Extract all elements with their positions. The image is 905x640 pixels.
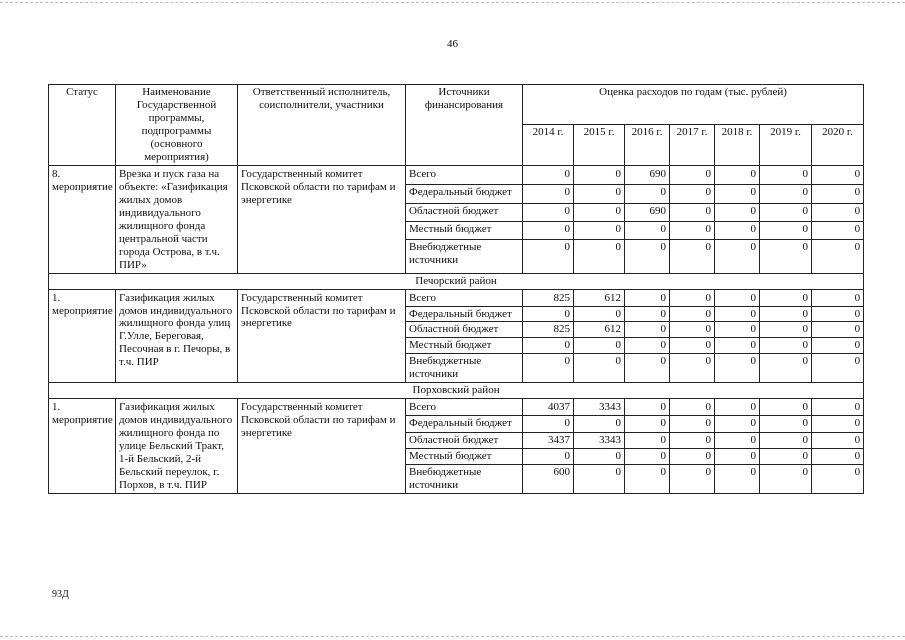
expense-value: 0 bbox=[812, 240, 864, 273]
responsible-executor: Государственный комитет Псковской области по тарифам и энергетике bbox=[238, 399, 406, 494]
district-name: Печорский район bbox=[49, 273, 864, 289]
expense-value: 0 bbox=[760, 416, 812, 432]
expense-value: 0 bbox=[760, 289, 812, 306]
funding-source: Местный бюджет bbox=[406, 221, 523, 239]
expense-value: 0 bbox=[523, 448, 574, 464]
activity-status: 8. мероприятие bbox=[49, 165, 116, 273]
expense-value: 0 bbox=[812, 306, 864, 322]
table-row bbox=[49, 165, 864, 184]
expense-value: 0 bbox=[670, 203, 715, 221]
funding-source: Внебюджетные источники bbox=[406, 240, 523, 273]
expense-value: 0 bbox=[760, 338, 812, 354]
expense-value: 0 bbox=[670, 432, 715, 448]
header-year: 2014 г. bbox=[523, 125, 574, 165]
table-body bbox=[49, 165, 864, 493]
expense-value: 0 bbox=[715, 338, 760, 354]
activity-name: Врезка и пуск газа на объекте: «Газификация жилых домов индивидуального жилищного фонда центральной части города Острова, в т.ч. ПИР» bbox=[116, 165, 238, 273]
expense-value: 0 bbox=[812, 432, 864, 448]
expense-value: 0 bbox=[523, 185, 574, 203]
expense-value: 0 bbox=[760, 448, 812, 464]
funding-source: Областной бюджет bbox=[406, 203, 523, 221]
expense-value: 0 bbox=[574, 221, 625, 239]
expense-value: 0 bbox=[715, 464, 760, 493]
expense-value: 0 bbox=[625, 185, 670, 203]
header-funding-sources: Источники финансирования bbox=[406, 85, 523, 166]
responsible-executor: Государственный комитет Псковской области по тарифам и энергетике bbox=[238, 165, 406, 273]
header-responsible: Ответственный исполнитель, соисполнители, участники bbox=[238, 85, 406, 166]
expense-value: 0 bbox=[574, 185, 625, 203]
expense-value: 0 bbox=[760, 240, 812, 273]
page-number: 46 bbox=[447, 38, 458, 50]
expense-value: 0 bbox=[760, 185, 812, 203]
expense-value: 0 bbox=[715, 448, 760, 464]
expense-value: 3343 bbox=[574, 432, 625, 448]
expense-value: 0 bbox=[670, 185, 715, 203]
expense-value: 0 bbox=[760, 203, 812, 221]
expense-value: 0 bbox=[523, 338, 574, 354]
expense-value: 0 bbox=[625, 306, 670, 322]
header-year: 2017 г. bbox=[670, 125, 715, 165]
expense-value: 0 bbox=[812, 322, 864, 338]
expense-value: 0 bbox=[760, 306, 812, 322]
expense-value: 0 bbox=[625, 399, 670, 416]
expense-value: 0 bbox=[670, 240, 715, 273]
header-year: 2015 г. bbox=[574, 125, 625, 165]
activity-status: 1. мероприятие bbox=[49, 399, 116, 494]
expense-value: 0 bbox=[812, 464, 864, 493]
expense-value: 0 bbox=[715, 289, 760, 306]
expense-value: 0 bbox=[523, 354, 574, 383]
expense-value: 0 bbox=[760, 221, 812, 239]
funding-source: Местный бюджет bbox=[406, 448, 523, 464]
header-program-name: Наименование Государственной программы, подпрограммы (основного мероприятия) bbox=[116, 85, 238, 166]
expense-value: 0 bbox=[523, 240, 574, 273]
expense-value: 0 bbox=[812, 338, 864, 354]
expense-value: 0 bbox=[670, 322, 715, 338]
funding-source: Всего bbox=[406, 165, 523, 184]
expense-value: 0 bbox=[670, 399, 715, 416]
expense-value: 0 bbox=[523, 165, 574, 184]
expense-value: 0 bbox=[670, 354, 715, 383]
expense-value: 0 bbox=[715, 306, 760, 322]
expense-value: 0 bbox=[574, 448, 625, 464]
header-row-top bbox=[49, 85, 864, 125]
header-year: 2019 г. bbox=[760, 125, 812, 165]
expense-value: 0 bbox=[574, 354, 625, 383]
activity-name: Газификация жилых домов индивидуального жилищного фонда по улице Бельский Тракт, 1-й Бельский, 2-й Бельский переулок, г. Порхов, в т.ч. ПИР bbox=[116, 399, 238, 494]
scan-edge-top bbox=[0, 2, 905, 3]
expense-value: 0 bbox=[812, 221, 864, 239]
expense-value: 0 bbox=[574, 165, 625, 184]
expense-value: 0 bbox=[523, 221, 574, 239]
expense-value: 0 bbox=[625, 416, 670, 432]
expense-value: 0 bbox=[812, 289, 864, 306]
expense-value: 690 bbox=[625, 203, 670, 221]
expense-value: 0 bbox=[670, 464, 715, 493]
expense-value: 612 bbox=[574, 289, 625, 306]
expense-value: 0 bbox=[760, 322, 812, 338]
scan-edge-bottom bbox=[0, 636, 905, 637]
expense-value: 0 bbox=[670, 165, 715, 184]
expense-value: 0 bbox=[670, 306, 715, 322]
expense-value: 0 bbox=[670, 416, 715, 432]
funding-source: Федеральный бюджет bbox=[406, 185, 523, 203]
expense-value: 825 bbox=[523, 289, 574, 306]
expense-value: 0 bbox=[812, 416, 864, 432]
district-section-row bbox=[49, 383, 864, 399]
expense-value: 690 bbox=[625, 165, 670, 184]
expense-value: 0 bbox=[715, 416, 760, 432]
expense-value: 0 bbox=[625, 354, 670, 383]
expense-value: 0 bbox=[715, 165, 760, 184]
expense-value: 0 bbox=[574, 203, 625, 221]
expense-value: 0 bbox=[715, 399, 760, 416]
expense-value: 0 bbox=[574, 338, 625, 354]
district-name: Порховский район bbox=[49, 383, 864, 399]
funding-source: Областной бюджет bbox=[406, 432, 523, 448]
expense-value: 0 bbox=[523, 306, 574, 322]
expense-value: 0 bbox=[625, 240, 670, 273]
expense-value: 3343 bbox=[574, 399, 625, 416]
expense-value: 612 bbox=[574, 322, 625, 338]
expense-value: 0 bbox=[715, 432, 760, 448]
expense-value: 0 bbox=[625, 289, 670, 306]
expense-value: 0 bbox=[715, 221, 760, 239]
expense-value: 0 bbox=[715, 322, 760, 338]
header-status: Статус bbox=[49, 85, 116, 166]
expense-value: 0 bbox=[760, 432, 812, 448]
funding-source: Федеральный бюджет bbox=[406, 416, 523, 432]
funding-source: Областной бюджет bbox=[406, 322, 523, 338]
funding-source: Всего bbox=[406, 289, 523, 306]
expense-value: 0 bbox=[760, 354, 812, 383]
expense-value: 0 bbox=[812, 165, 864, 184]
expense-value: 0 bbox=[625, 322, 670, 338]
expense-value: 0 bbox=[574, 464, 625, 493]
expense-value: 0 bbox=[812, 448, 864, 464]
expense-value: 600 bbox=[523, 464, 574, 493]
district-section-row bbox=[49, 273, 864, 289]
expense-value: 0 bbox=[625, 221, 670, 239]
expense-value: 0 bbox=[812, 185, 864, 203]
expense-value: 0 bbox=[523, 416, 574, 432]
expense-value: 0 bbox=[670, 289, 715, 306]
expense-value: 0 bbox=[670, 448, 715, 464]
funding-source: Федеральный бюджет bbox=[406, 306, 523, 322]
expense-value: 0 bbox=[625, 338, 670, 354]
header-expense-estimate: Оценка расходов по годам (тыс. рублей) bbox=[523, 85, 864, 125]
expense-value: 0 bbox=[715, 185, 760, 203]
expense-value: 0 bbox=[812, 203, 864, 221]
header-year: 2020 г. bbox=[812, 125, 864, 165]
header-year: 2018 г. bbox=[715, 125, 760, 165]
expense-value: 0 bbox=[574, 240, 625, 273]
expense-value: 0 bbox=[670, 221, 715, 239]
funding-source: Внебюджетные источники bbox=[406, 354, 523, 383]
expense-value: 0 bbox=[760, 165, 812, 184]
responsible-executor: Государственный комитет Псковской области по тарифам и энергетике bbox=[238, 289, 406, 383]
funding-source: Всего bbox=[406, 399, 523, 416]
activity-name: Газификация жилых домов индивидуального жилищного фонда улиц Г.Улле, Береговая, Песочная в г. Печоры, в т.ч. ПИР bbox=[116, 289, 238, 383]
funding-source: Внебюджетные источники bbox=[406, 464, 523, 493]
expense-value: 0 bbox=[625, 464, 670, 493]
expense-value: 0 bbox=[625, 448, 670, 464]
expense-value: 0 bbox=[574, 416, 625, 432]
document-code: 93Д bbox=[52, 589, 69, 600]
expense-value: 0 bbox=[715, 354, 760, 383]
table-row bbox=[49, 399, 864, 416]
expense-value: 4037 bbox=[523, 399, 574, 416]
expense-value: 0 bbox=[670, 338, 715, 354]
header-year: 2016 г. bbox=[625, 125, 670, 165]
expense-value: 0 bbox=[715, 203, 760, 221]
expense-value: 0 bbox=[523, 203, 574, 221]
activity-status: 1. мероприятие bbox=[49, 289, 116, 383]
expense-value: 0 bbox=[760, 399, 812, 416]
expense-value: 0 bbox=[574, 306, 625, 322]
expense-value: 0 bbox=[715, 240, 760, 273]
expenditure-table bbox=[48, 84, 864, 494]
expense-value: 0 bbox=[812, 399, 864, 416]
expense-value: 825 bbox=[523, 322, 574, 338]
expense-value: 0 bbox=[812, 354, 864, 383]
expense-value: 0 bbox=[760, 464, 812, 493]
expense-value: 3437 bbox=[523, 432, 574, 448]
funding-source: Местный бюджет bbox=[406, 338, 523, 354]
table-row bbox=[49, 289, 864, 306]
expense-value: 0 bbox=[625, 432, 670, 448]
